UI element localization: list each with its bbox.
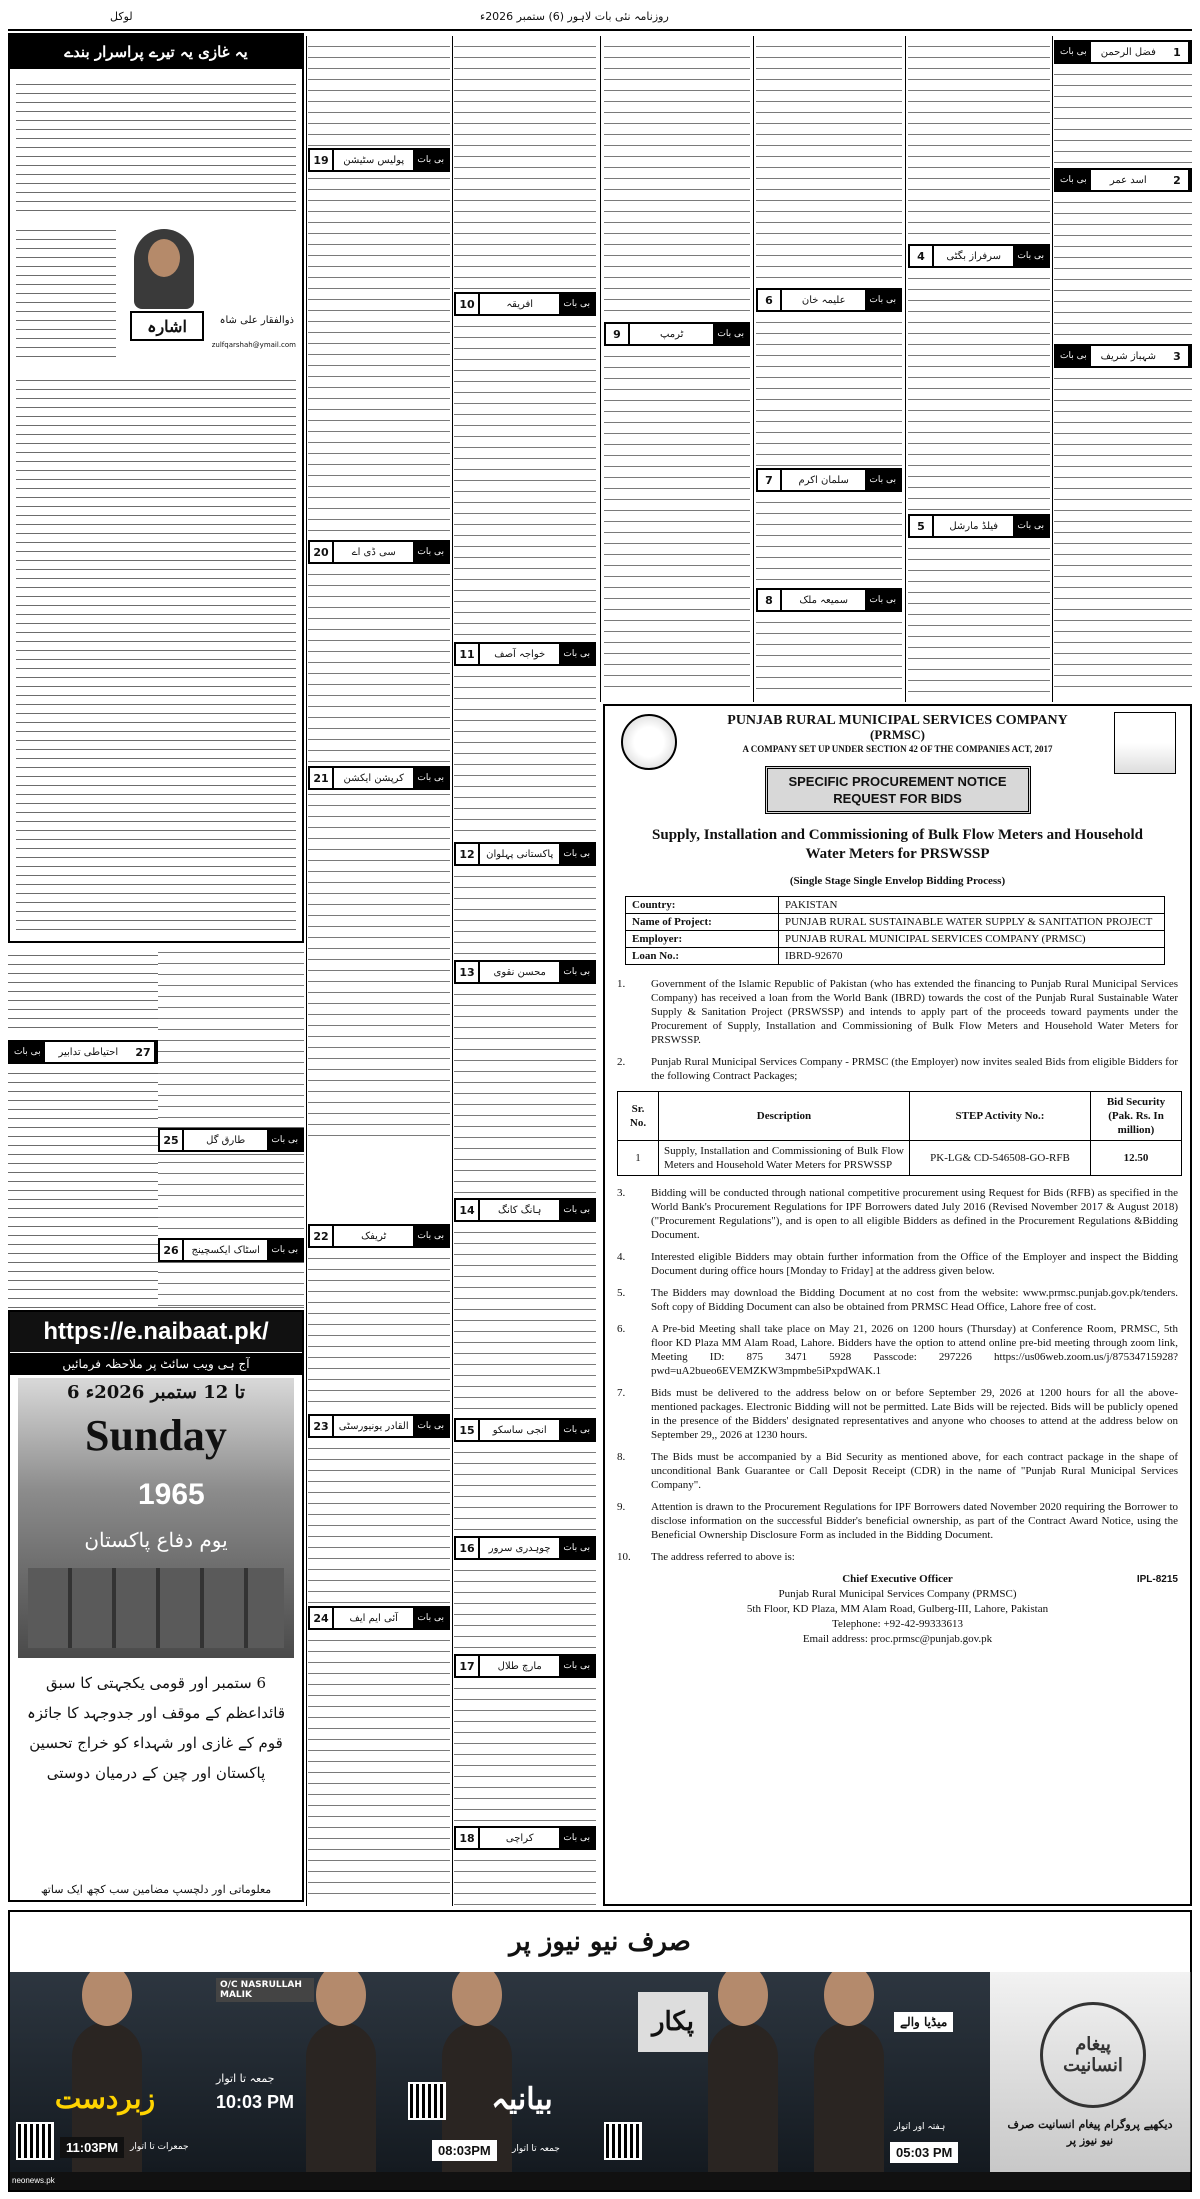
text-column: [454, 1854, 596, 1906]
column-text-top: [16, 79, 296, 219]
notice-point: 5. The Bidders may download the Bidding Document at no cost from the website: www.prmsc.punjab.gov.pk/tenders. Soft copy of Bidding Document can also be obtained from PRMSC Head Office, Lahore free of cost.: [617, 1287, 1178, 1313]
text-column: [454, 1446, 596, 1534]
promo-lines: [16, 1668, 296, 1788]
promo-box: [8, 1310, 304, 1902]
question-label-8: 8 سمیعہ ملک بی بات: [756, 588, 902, 612]
program-title: O/C NASRULLAH MALIK: [216, 1978, 314, 2002]
program-days: جمعرات تا اتوار: [130, 2142, 189, 2152]
column-text-side: [16, 225, 116, 365]
column-divider: [600, 36, 601, 702]
text-column: [308, 1634, 450, 1904]
page-folio: لوکل: [110, 10, 133, 23]
column-divider: [753, 36, 754, 702]
program-time: 11:03PM: [60, 2137, 124, 2158]
text-column: [604, 350, 750, 690]
address-line: 5th Floor, KD Plaza, MM Alam Road, Gulberg-III, Lahore, Pakistan: [746, 1603, 1049, 1615]
question-label-7: 7 سلمان اکرم بی بات: [756, 468, 902, 492]
program-title: پکار: [638, 1992, 708, 2052]
column-text-body: [16, 375, 296, 933]
text-column: [756, 316, 902, 466]
promo-sunday: Sunday: [85, 1411, 227, 1460]
notice-address: [617, 1572, 1178, 1647]
text-column: [1054, 196, 1192, 342]
program-logo: پیغام انسانیت: [1040, 2002, 1146, 2108]
program-days: دیکھیے پروگرام پیغام انسانیت صرف نیو نیوز پر: [1007, 2118, 1173, 2147]
tv-program-nasrullah: [206, 1972, 403, 2172]
question-label-10: 10 افریقہ بی بات: [454, 292, 596, 316]
notice-company: PUNJAB RURAL MUNICIPAL SERVICES COMPANY: [727, 713, 1068, 728]
question-label-17: 17 مارچ طلال بی بات: [454, 1654, 596, 1678]
notice-title: Supply, Installation and Commissioning of Bulk Flow Meters and Household Water Meters for PRSWSSP: [652, 827, 1143, 862]
tv-program-pukar: [598, 1972, 795, 2172]
columnist-photo-block: [120, 225, 296, 365]
text-column: [1054, 372, 1192, 696]
question-label-13: 13 محسن نقوی بی بات: [454, 960, 596, 984]
notice-point: 7. Bids must be delivered to the address below on or before September 29, 2026 at 1200 hours for all the above-mentioned packages. Electronic Bidding will not be permitted. Late Bids will be rejected. Bids will be publicly opened in the presence of the Bidders' designated representatives and anyone who chooses to attend at the address below on September 29,, 2026 at 1230 hours.: [617, 1387, 1178, 1441]
program-days: ہفتہ اور اتوار: [894, 2122, 946, 2132]
program-time: 05:03 PM: [890, 2142, 958, 2163]
text-column: [308, 1252, 450, 1412]
text-column: [158, 1266, 304, 1306]
notice-point: 3. Bidding will be conducted through national competitive procurement using Request for Bids (RFB) as specified in the World Bank's Procurement Regulations for IPF Borrowers dated July 2016 (Revised November 2017 & August 2018)("Procurement Regulations"), and is open to all eligible Bidders as defined in the Procurement Regulations &Bidding Document.: [617, 1187, 1178, 1241]
columnist-name: ذوالفقار علی شاہ: [219, 315, 294, 326]
notice-abbr: (PRMSC): [870, 727, 925, 742]
text-column: [454, 670, 596, 840]
question-label-19: 19 پولیس سٹیشن بی بات: [308, 148, 450, 172]
notice-point: 1. Government of the Islamic Republic of Pakistan (who has extended the financing to Punjab Rural Municipal Services Company) has received a loan from the World Bank (IBRD) towards the cost of the Punjab Rural Sustainable Water Supply & Sanitation Project (PRSWSSP) and intends to apply part of the proceeds toward payments under the Procurement of Supply, Installation and Commissioning of Bulk Flow Meters and Household Water Meters for PRSWSSP.: [617, 978, 1178, 1046]
promo-people: [28, 1568, 284, 1648]
banner-line: REQUEST FOR BIDS: [833, 791, 962, 806]
text-column: [454, 870, 596, 958]
text-column: [158, 946, 304, 1122]
notice-point: 2. Punjab Rural Municipal Services Company - PRMSC (the Employer) now invites sealed Bids from eligible Bidders for the following Contract Packages;: [617, 1056, 1178, 1082]
header-rule: [8, 29, 1192, 31]
qr-code-icon: [408, 2082, 446, 2120]
program-title: زبردست: [54, 2082, 156, 2115]
text-column: [756, 616, 902, 696]
promo-date: 6 تا 12 ستمبر 2026ء: [66, 1382, 246, 1403]
columnist-face: [148, 239, 180, 277]
notice-points-a: [617, 977, 1178, 1083]
qr-code-icon: [604, 2122, 642, 2160]
question-label-12: 12 پاکستانی پہلوان بی بات: [454, 842, 596, 866]
text-column: [908, 40, 1050, 240]
text-column: [454, 988, 596, 1196]
question-label-24: 24 آئی ایم ایف بی بات: [308, 1606, 450, 1630]
question-label-18: 18 کراچی بی بات: [454, 1826, 596, 1850]
question-label-26: 26 اسٹاک ایکسچینج بی بات: [158, 1238, 304, 1262]
question-label-15: 15 انجی ساسکو بی بات: [454, 1418, 596, 1442]
question-label-6: 6 علیمہ خان بی بات: [756, 288, 902, 312]
tv-program-paigham: [990, 1972, 1191, 2172]
address-phone: Telephone: +92-42-99333613: [832, 1618, 963, 1630]
banner-line: SPECIFIC PROCUREMENT NOTICE: [788, 774, 1007, 789]
program-title: میڈیا والے: [894, 2012, 953, 2032]
question-label-5: 5 فیلڈ مارشل بی بات: [908, 514, 1050, 538]
date-line: روزنامہ نئی بات لاہور (6) ستمبر 2026ء: [480, 10, 669, 23]
text-column: [1054, 68, 1192, 166]
text-column: [454, 40, 596, 290]
promo-line: پاکستان اور چین کے درمیان دوستی: [46, 1764, 266, 1782]
notice-banner: [765, 766, 1031, 814]
column-divider: [452, 36, 453, 1906]
text-column: [756, 496, 902, 586]
text-column: [308, 40, 450, 1140]
text-column: [908, 542, 1050, 696]
promo-magazine-cover: [18, 1378, 294, 1658]
column-divider: [905, 36, 906, 702]
address-officer: Chief Executive Officer: [842, 1573, 953, 1585]
promo-line: 6 ستمبر اور قومی یکجہتی کا سبق: [45, 1674, 267, 1692]
program-time: 10:03 PM: [216, 2092, 295, 2112]
punjab-emblem-icon: [621, 714, 677, 770]
tv-site[interactable]: neonews.pk: [12, 2176, 55, 2185]
address-email[interactable]: Email address: proc.prmsc@punjab.gov.pk: [802, 1633, 993, 1645]
program-days: جمعہ تا اتوار: [216, 2072, 275, 2085]
text-column: [604, 40, 750, 320]
question-label-2: بی بات اسد عمر 2: [1054, 168, 1192, 192]
column-article-box: [8, 33, 304, 943]
question-label-4: 4 سرفراز بگٹی بی بات: [908, 244, 1050, 268]
question-label-1: بی بات فضل الرحمن 1: [1054, 40, 1192, 64]
columnist-email: zulfqarshah@ymail.com: [211, 341, 296, 349]
notice-point: 4. Interested eligible Bidders may obtain further information from the Office of the Employer and inspect the Bidding Document during office hours [Monday to Friday] at the address given below.: [617, 1251, 1178, 1277]
promo-line: قوم کے غازی اور شہداء کو خراج تحسین: [29, 1734, 283, 1752]
tv-strip-header: صرف نیو نیوز پر: [10, 1912, 1190, 1974]
notice-point: 9. Attention is drawn to the Procurement Regulations for IPF Borrowers dated November 2020 requiring the Borrower to disclose information on the successful Bidder's beneficial ownership, as part of the Contract Award Notice, using the Beneficial Ownership Disclosure Form as included in the Bidding Document.: [617, 1501, 1178, 1541]
question-label-11: 11 خواجہ آصف بی بات: [454, 642, 596, 666]
promo-year: 1965: [138, 1478, 205, 1511]
question-label-27: بی بات احتیاطی تدابیر 27: [8, 1040, 158, 1064]
program-title: بیانیہ: [491, 2082, 553, 2117]
text-column: [158, 1156, 304, 1236]
promo-line-0: یوم دفاع پاکستان: [84, 1528, 228, 1552]
text-column: [454, 1682, 596, 1822]
text-column: [756, 40, 902, 285]
procurement-notice: [603, 704, 1192, 1906]
column-title: یہ غازی یہ تیرے پراسرار بندے: [10, 35, 302, 69]
text-column: [308, 1442, 450, 1604]
program-time: 08:03PM: [432, 2140, 497, 2161]
question-label-14: 14 ہانگ کانگ بی بات: [454, 1198, 596, 1222]
notice-point: 8. The Bids must be accompanied by a Bid Security as mentioned above, for each contract package in the shape of unconditional Bank Guarantee or Call Deposit Receipt (CDR) in the name of "Punjab Rural Municipal Services Company".: [617, 1451, 1178, 1491]
project-info-table: Country: PAKISTAN Name of Project: PUNJAB RURAL SUSTAINABLE WATER SUPPLY & SANITATION PROJECT Employer: PUNJAB RURAL MUNICIPAL SERVICES COMPANY (PRMSC) Loan No.: IBRD-92670: [625, 896, 1165, 965]
promo-url[interactable]: https://e.naibaat.pk/: [10, 1312, 302, 1352]
notice-process: (Single Stage Single Envelop Bidding Process): [789, 875, 1006, 887]
promo-footer: معلوماتی اور دلچسپ مضامین سب کچھ ایک ساتھ: [40, 1883, 272, 1896]
notice-point: 10. The address referred to above is:: [617, 1551, 795, 1563]
question-label-23: 23 القادر یونیورسٹی بی بات: [308, 1414, 450, 1438]
program-days: جمعہ تا اتوار: [512, 2144, 560, 2154]
page-header: [0, 6, 1200, 28]
text-column: [908, 272, 1050, 512]
column-divider: [1052, 36, 1053, 702]
address-line: Punjab Rural Municipal Services Company (PRMSC): [778, 1588, 1017, 1600]
question-label-21: 21 کرپشن ایکشن بی بات: [308, 766, 450, 790]
package-table: Sr. No. Description STEP Activity No.: Bid Security (Pak. Rs. In million) 1 Supply, Installation and Commissioning of Bulk Flow Meters and Household Water Meters for PRSWSSP PK-LG& CD-546508-GO-RFB 12.50: [617, 1091, 1182, 1176]
tv-program-zabardast: [10, 1972, 207, 2172]
qr-code-icon: [16, 2122, 54, 2160]
question-label-22: 22 ٹریفک بی بات: [308, 1224, 450, 1248]
question-label-16: 16 چوہدری سرور بی بات: [454, 1536, 596, 1560]
notice-point: 6. A Pre-bid Meeting shall take place on May 21, 2026 on 1200 hours (Thursday) at Conference Room, PRMSC, 5th floor KD Plaza MM Alam Road, Lahore. Bidders have the option to attend online pre-bid meeting through zoom link, Meeting ID: 875 3471 5928 Passcode: 297226 https://us06web.zoom.us/j/87534715928?pwd=uA2bueo6EVEMZKW3mpmbe5iPxpdWAK.1: [617, 1323, 1178, 1377]
column-divider: [306, 36, 307, 1906]
question-label-9: 9 ٹرمپ بی بات: [604, 322, 750, 346]
notice-points-b: [617, 1186, 1178, 1564]
promo-line: قائداعظم کے موقف اور جدوجہد کا جائزہ: [27, 1704, 285, 1722]
notice-subtitle: A COMPANY SET UP UNDER SECTION 42 OF THE COMPANIES ACT, 2017: [742, 744, 1053, 754]
question-label-20: 20 سی ڈی اے بی بات: [308, 540, 450, 564]
tv-program-bayania: [402, 1972, 599, 2172]
text-column: [454, 1564, 596, 1652]
text-column: [454, 320, 596, 640]
promo-url-sub: آج ہی ویب سائٹ پر ملاحظہ فرمائیں: [10, 1352, 302, 1375]
question-label-3: بی بات شہباز شریف 3: [1054, 344, 1192, 368]
tv-program-media-walay: [794, 1972, 991, 2172]
ipl-code: IPL-8215: [1136, 1574, 1178, 1585]
column-logo: اشارہ: [130, 311, 204, 341]
prmsc-logo-icon: [1114, 712, 1176, 774]
question-label-25: 25 طارق گل بی بات: [158, 1128, 304, 1152]
text-column: [454, 1226, 596, 1416]
